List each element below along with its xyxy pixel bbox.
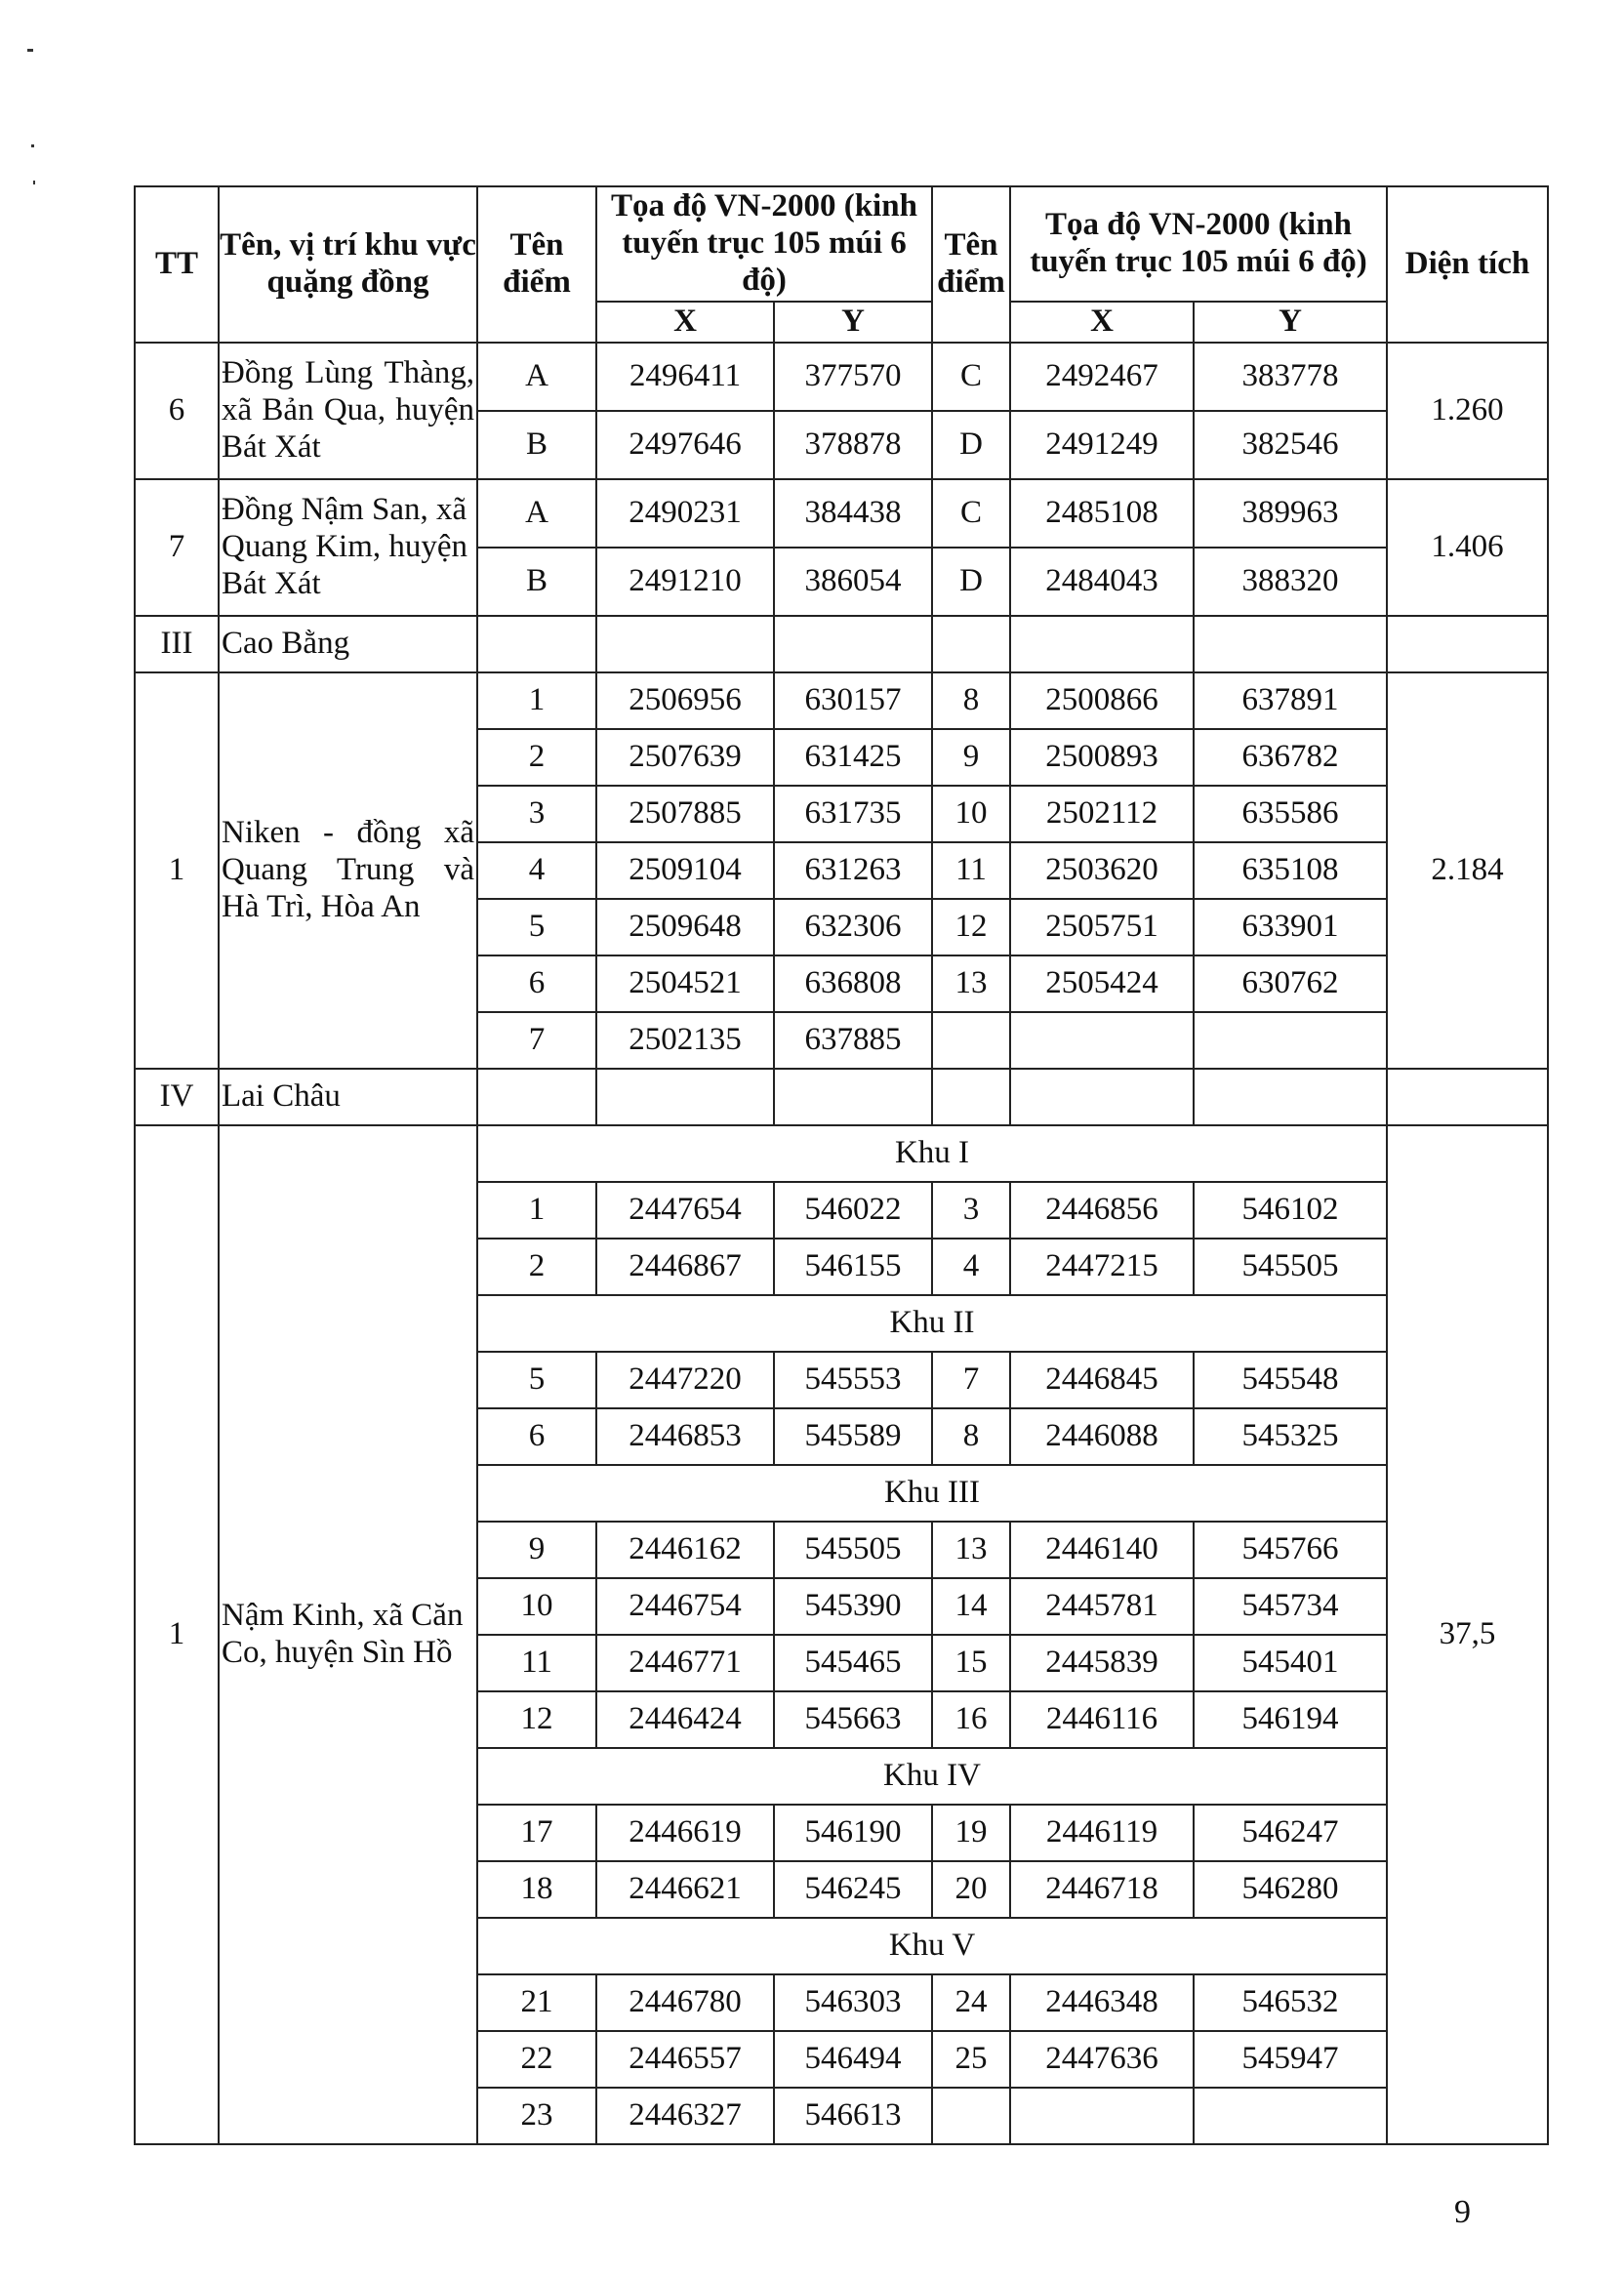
section-name: Cao Bằng — [219, 616, 477, 672]
y-coordinate: 546247 — [1194, 1805, 1387, 1861]
x-coordinate: 2447215 — [1010, 1239, 1194, 1295]
y-coordinate: 546494 — [774, 2031, 932, 2088]
empty-cell — [1194, 1069, 1387, 1125]
empty-cell — [477, 616, 596, 672]
table-row — [135, 479, 1548, 548]
point-name: D — [932, 411, 1010, 479]
y-coordinate: 635586 — [1194, 786, 1387, 842]
y-coordinate: 636808 — [774, 955, 932, 1012]
point-name: 2 — [477, 729, 596, 786]
y-coordinate: 546190 — [774, 1805, 932, 1861]
x-coordinate: 2446856 — [1010, 1182, 1194, 1239]
x-coordinate: 2505751 — [1010, 899, 1194, 955]
point-name: C — [932, 343, 1010, 411]
point-name: 7 — [932, 1352, 1010, 1408]
header-coord-system: Tọa độ VN-2000 (kinh tuyến trục 105 múi 6 độ) — [596, 186, 932, 302]
y-coordinate: 545589 — [774, 1408, 932, 1465]
x-coordinate: 2446119 — [1010, 1805, 1194, 1861]
point-name: 23 — [477, 2088, 596, 2144]
point-name: 8 — [932, 672, 1010, 729]
point-name: 8 — [932, 1408, 1010, 1465]
x-coordinate: 2500893 — [1010, 729, 1194, 786]
point-name: 20 — [932, 1861, 1010, 1918]
x-coordinate: 2446327 — [596, 2088, 774, 2144]
x-coordinate: 2445781 — [1010, 1578, 1194, 1635]
x-coordinate: 2445839 — [1010, 1635, 1194, 1691]
x-coordinate: 2446867 — [596, 1239, 774, 1295]
x-coordinate: 2447220 — [596, 1352, 774, 1408]
section-name: Lai Châu — [219, 1069, 477, 1125]
header-area: Diện tích — [1387, 186, 1548, 343]
y-coordinate: 546245 — [774, 1861, 932, 1918]
point-name: 5 — [477, 1352, 596, 1408]
group-number: 7 — [135, 479, 219, 616]
x-coordinate: 2446845 — [1010, 1352, 1194, 1408]
y-coordinate: 635108 — [1194, 842, 1387, 899]
point-name: 13 — [932, 1522, 1010, 1578]
x-coordinate: 2446424 — [596, 1691, 774, 1748]
point-name: 9 — [932, 729, 1010, 786]
x-coordinate: 2491249 — [1010, 411, 1194, 479]
header-y: Y — [774, 302, 932, 343]
table-body — [135, 343, 1548, 2144]
section-number: IV — [135, 1069, 219, 1125]
point-name: 19 — [932, 1805, 1010, 1861]
y-coordinate: 378878 — [774, 411, 932, 479]
y-coordinate — [1194, 1012, 1387, 1069]
y-coordinate: 631735 — [774, 786, 932, 842]
empty-cell — [596, 1069, 774, 1125]
point-name: 5 — [477, 899, 596, 955]
point-name — [932, 1012, 1010, 1069]
group-number: 1 — [135, 1125, 219, 2144]
x-coordinate: 2507885 — [596, 786, 774, 842]
y-coordinate: 384438 — [774, 479, 932, 548]
header-y-2: Y — [1194, 302, 1387, 343]
zone-label: Khu III — [477, 1465, 1387, 1522]
point-name: 3 — [932, 1182, 1010, 1239]
y-coordinate: 388320 — [1194, 548, 1387, 616]
y-coordinate: 631263 — [774, 842, 932, 899]
point-name: 6 — [477, 1408, 596, 1465]
point-name: 21 — [477, 1974, 596, 2031]
point-name: 14 — [932, 1578, 1010, 1635]
y-coordinate: 633901 — [1194, 899, 1387, 955]
area-value: 1.260 — [1387, 343, 1548, 479]
y-coordinate: 545947 — [1194, 2031, 1387, 2088]
area-value: 37,5 — [1387, 1125, 1548, 2144]
x-coordinate: 2502135 — [596, 1012, 774, 1069]
group-number: 6 — [135, 343, 219, 479]
y-coordinate: 545734 — [1194, 1578, 1387, 1635]
point-name: D — [932, 548, 1010, 616]
zone-row — [135, 1125, 1548, 1182]
x-coordinate: 2446162 — [596, 1522, 774, 1578]
header-point-name-2: Tên điểm — [932, 186, 1010, 343]
point-name: 11 — [477, 1635, 596, 1691]
scan-speck — [33, 181, 35, 184]
x-coordinate: 2505424 — [1010, 955, 1194, 1012]
point-name: 12 — [477, 1691, 596, 1748]
x-coordinate: 2509648 — [596, 899, 774, 955]
x-coordinate: 2446619 — [596, 1805, 774, 1861]
x-coordinate: 2446140 — [1010, 1522, 1194, 1578]
x-coordinate: 2490231 — [596, 479, 774, 548]
x-coordinate: 2447636 — [1010, 2031, 1194, 2088]
location-name: Niken - đồng xã Quang Trung và Hà Trì, Hòa An — [219, 672, 477, 1069]
empty-cell — [932, 1069, 1010, 1125]
x-coordinate: 2503620 — [1010, 842, 1194, 899]
point-name: 15 — [932, 1635, 1010, 1691]
section-row — [135, 616, 1548, 672]
point-name: 10 — [932, 786, 1010, 842]
y-coordinate: 545390 — [774, 1578, 932, 1635]
x-coordinate: 2446348 — [1010, 1974, 1194, 2031]
x-coordinate: 2484043 — [1010, 548, 1194, 616]
empty-cell — [1387, 616, 1548, 672]
y-coordinate: 389963 — [1194, 479, 1387, 548]
x-coordinate: 2491210 — [596, 548, 774, 616]
x-coordinate: 2446780 — [596, 1974, 774, 2031]
x-coordinate — [1010, 1012, 1194, 1069]
y-coordinate: 546280 — [1194, 1861, 1387, 1918]
y-coordinate: 637885 — [774, 1012, 932, 1069]
location-name: Đồng Lùng Thàng, xã Bản Qua, huyện Bát Xát — [219, 343, 477, 479]
empty-cell — [1387, 1069, 1548, 1125]
y-coordinate: 383778 — [1194, 343, 1387, 411]
point-name: 10 — [477, 1578, 596, 1635]
y-coordinate: 545663 — [774, 1691, 932, 1748]
point-name: 16 — [932, 1691, 1010, 1748]
x-coordinate: 2446771 — [596, 1635, 774, 1691]
point-name: 13 — [932, 955, 1010, 1012]
scan-speck — [27, 49, 33, 52]
x-coordinate: 2500866 — [1010, 672, 1194, 729]
x-coordinate: 2502112 — [1010, 786, 1194, 842]
location-name: Đồng Nậm San, xã Quang Kim, huyện Bát Xát — [219, 479, 477, 616]
x-coordinate: 2446116 — [1010, 1691, 1194, 1748]
y-coordinate: 546532 — [1194, 1974, 1387, 2031]
y-coordinate: 545505 — [774, 1522, 932, 1578]
x-coordinate: 2485108 — [1010, 479, 1194, 548]
point-name: 4 — [932, 1239, 1010, 1295]
x-coordinate: 2496411 — [596, 343, 774, 411]
point-name: B — [477, 548, 596, 616]
x-coordinate: 2507639 — [596, 729, 774, 786]
y-coordinate: 386054 — [774, 548, 932, 616]
empty-cell — [596, 616, 774, 672]
y-coordinate: 545553 — [774, 1352, 932, 1408]
empty-cell — [774, 1069, 932, 1125]
point-name: 1 — [477, 1182, 596, 1239]
empty-cell — [477, 1069, 596, 1125]
x-coordinate: 2492467 — [1010, 343, 1194, 411]
table-row — [135, 343, 1548, 411]
y-coordinate: 546613 — [774, 2088, 932, 2144]
point-name: 7 — [477, 1012, 596, 1069]
y-coordinate: 545505 — [1194, 1239, 1387, 1295]
point-name: C — [932, 479, 1010, 548]
x-coordinate: 2446557 — [596, 2031, 774, 2088]
header-tt: TT — [135, 186, 219, 343]
y-coordinate: 545465 — [774, 1635, 932, 1691]
x-coordinate: 2446754 — [596, 1578, 774, 1635]
empty-cell — [1010, 616, 1194, 672]
y-coordinate: 545766 — [1194, 1522, 1387, 1578]
y-coordinate: 631425 — [774, 729, 932, 786]
page-number: 9 — [1454, 2194, 1471, 2230]
empty-cell — [774, 616, 932, 672]
header-x-2: X — [1010, 302, 1194, 343]
header-x: X — [596, 302, 774, 343]
y-coordinate: 382546 — [1194, 411, 1387, 479]
x-coordinate: 2446088 — [1010, 1408, 1194, 1465]
empty-cell — [1194, 616, 1387, 672]
area-value: 2.184 — [1387, 672, 1548, 1069]
x-coordinate — [1010, 2088, 1194, 2144]
header-point-name: Tên điểm — [477, 186, 596, 343]
x-coordinate: 2446853 — [596, 1408, 774, 1465]
x-coordinate: 2509104 — [596, 842, 774, 899]
zone-label: Khu V — [477, 1918, 1387, 1974]
y-coordinate: 546303 — [774, 1974, 932, 2031]
x-coordinate: 2504521 — [596, 955, 774, 1012]
point-name: A — [477, 343, 596, 411]
y-coordinate: 546194 — [1194, 1691, 1387, 1748]
zone-label: Khu I — [477, 1125, 1387, 1182]
empty-cell — [1010, 1069, 1194, 1125]
section-number: III — [135, 616, 219, 672]
point-name: 2 — [477, 1239, 596, 1295]
y-coordinate: 637891 — [1194, 672, 1387, 729]
y-coordinate: 545401 — [1194, 1635, 1387, 1691]
y-coordinate: 546022 — [774, 1182, 932, 1239]
header-location: Tên, vị trí khu vực quặng đồng — [219, 186, 477, 343]
point-name: 3 — [477, 786, 596, 842]
y-coordinate: 546155 — [774, 1239, 932, 1295]
empty-cell — [932, 616, 1010, 672]
point-name: 18 — [477, 1861, 596, 1918]
coordinates-table — [134, 185, 1549, 2145]
point-name: 25 — [932, 2031, 1010, 2088]
scan-speck — [31, 144, 34, 147]
y-coordinate — [1194, 2088, 1387, 2144]
header-coord-system-2: Tọa độ VN-2000 (kinh tuyến trục 105 múi 6 độ) — [1010, 186, 1387, 302]
point-name — [932, 2088, 1010, 2144]
y-coordinate: 632306 — [774, 899, 932, 955]
point-name: A — [477, 479, 596, 548]
x-coordinate: 2497646 — [596, 411, 774, 479]
y-coordinate: 630762 — [1194, 955, 1387, 1012]
zone-label: Khu IV — [477, 1748, 1387, 1805]
point-name: B — [477, 411, 596, 479]
location-name: Nậm Kinh, xã Căn Co, huyện Sìn Hồ — [219, 1125, 477, 2144]
y-coordinate: 546102 — [1194, 1182, 1387, 1239]
point-name: 11 — [932, 842, 1010, 899]
y-coordinate: 377570 — [774, 343, 932, 411]
y-coordinate: 636782 — [1194, 729, 1387, 786]
y-coordinate: 545548 — [1194, 1352, 1387, 1408]
point-name: 12 — [932, 899, 1010, 955]
y-coordinate: 630157 — [774, 672, 932, 729]
group-number: 1 — [135, 672, 219, 1069]
x-coordinate: 2447654 — [596, 1182, 774, 1239]
table-row — [135, 672, 1548, 729]
point-name: 6 — [477, 955, 596, 1012]
x-coordinate: 2446621 — [596, 1861, 774, 1918]
x-coordinate: 2506956 — [596, 672, 774, 729]
point-name: 1 — [477, 672, 596, 729]
point-name: 9 — [477, 1522, 596, 1578]
section-row — [135, 1069, 1548, 1125]
point-name: 22 — [477, 2031, 596, 2088]
point-name: 17 — [477, 1805, 596, 1861]
point-name: 4 — [477, 842, 596, 899]
point-name: 24 — [932, 1974, 1010, 2031]
y-coordinate: 545325 — [1194, 1408, 1387, 1465]
zone-label: Khu II — [477, 1295, 1387, 1352]
x-coordinate: 2446718 — [1010, 1861, 1194, 1918]
area-value: 1.406 — [1387, 479, 1548, 616]
